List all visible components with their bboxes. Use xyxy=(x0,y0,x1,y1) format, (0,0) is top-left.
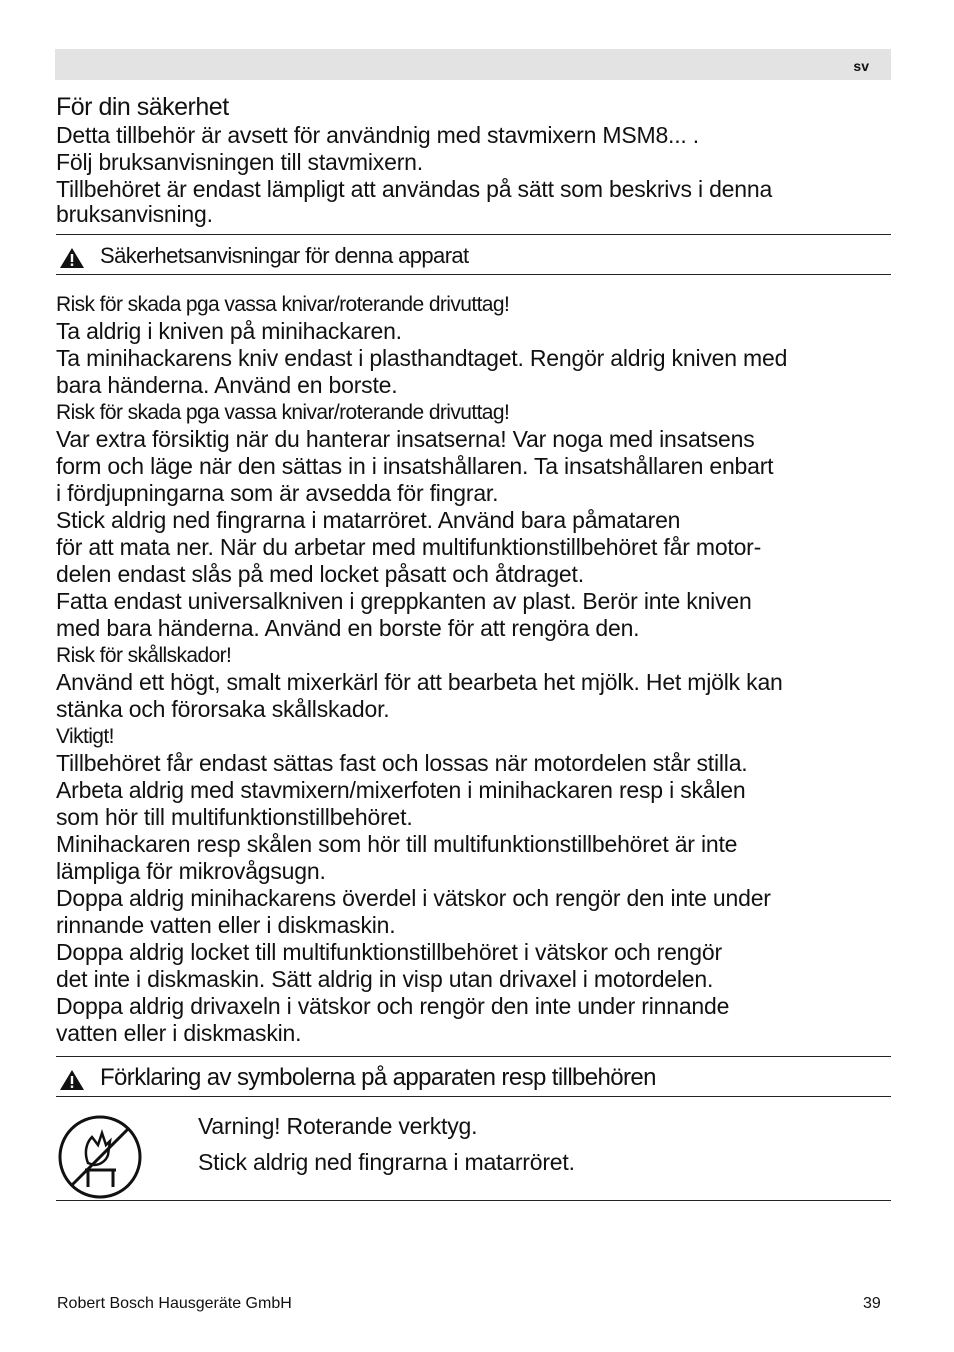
text-line: Stick aldrig ned fingrarna i matarröret. xyxy=(198,1149,575,1175)
text-line: Doppa aldrig locket till multifunktionstillbehöret i vätskor och rengör xyxy=(56,939,722,965)
warning-triangle-icon xyxy=(59,247,85,269)
no-hand-in-feed-tube-icon xyxy=(58,1115,142,1199)
section-header-safety-instructions xyxy=(56,234,891,275)
text-line: i fördjupningarna som är avsedda för fingrar. xyxy=(56,480,499,506)
text-line: Doppa aldrig minihackarens överdel i vätskor och rengör den inte under xyxy=(56,885,771,911)
text-line: Arbeta aldrig med stavmixern/mixerfoten i minihackaren resp i skålen xyxy=(56,777,746,803)
text-line: med bara händerna. Använd en borste för att rengöra den. xyxy=(56,615,640,641)
page-number: 39 xyxy=(863,1295,881,1312)
language-code: sv xyxy=(853,58,869,74)
text-line: delen endast slås på med locket påsatt och åtdraget. xyxy=(56,561,584,587)
page-content xyxy=(56,92,891,1201)
text-line: Varning! Roterande verktyg. xyxy=(198,1113,478,1139)
text-line: för att mata ner. När du arbetar med multifunktionstillbehöret får motor- xyxy=(56,534,762,560)
text-line: Doppa aldrig drivaxeln i vätskor och rengör den inte under rinnande xyxy=(56,993,730,1019)
text-line: Fatta endast universalkniven i greppkanten av plast. Berör inte kniven xyxy=(56,588,752,614)
section-title: Säkerhetsanvisningar för denna apparat xyxy=(100,243,469,268)
section-title: Förklaring av symbolerna på apparaten resp tillbehören xyxy=(100,1064,656,1091)
text-line: Ta aldrig i kniven på minihackaren. xyxy=(56,318,402,344)
footer-company: Robert Bosch Hausgeräte GmbH xyxy=(57,1295,292,1312)
warning-heading: Risk för skållskador! xyxy=(56,644,232,667)
text-line: stänka och förorsaka skållskador. xyxy=(56,696,390,722)
warning-heading: Risk för skada pga vassa knivar/roterande drivuttag! xyxy=(56,293,510,316)
warning-heading: Risk för skada pga vassa knivar/roterande drivuttag! xyxy=(56,401,510,424)
text-line: Tillbehöret är endast lämpligt att användas på sätt som beskrivs i denna xyxy=(56,176,773,202)
text-line: lämpliga för mikrovågsugn. xyxy=(56,858,326,884)
text-line: rinnande vatten eller i diskmaskin. xyxy=(56,912,396,938)
intro-block xyxy=(56,122,891,225)
text-line: bara händerna. Använd en borste. xyxy=(56,372,398,398)
text-line: vatten eller i diskmaskin. xyxy=(56,1020,302,1046)
text-line: Minihackaren resp skålen som hör till multifunktionstillbehöret är inte xyxy=(56,831,738,857)
text-line: bruksanvisning. xyxy=(56,201,213,227)
symbol-row xyxy=(56,1097,891,1201)
text-line: Var extra försiktig när du hanterar insatserna! Var noga med insatsens xyxy=(56,426,755,452)
text-line: det inte i diskmaskin. Sätt aldrig in visp utan drivaxel i motordelen. xyxy=(56,966,714,992)
warning-triangle-icon xyxy=(59,1069,85,1091)
symbol-description xyxy=(198,1108,575,1180)
section-header-symbols xyxy=(56,1056,891,1097)
text-line: Detta tillbehör är avsett för användnig med stavmixern MSM8... . xyxy=(56,122,699,148)
text-line: Ta minihackarens kniv endast i plasthandtaget. Rengör aldrig kniven med xyxy=(56,345,788,371)
text-line: Använd ett högt, smalt mixerkärl för att bearbeta het mjölk. Het mjölk kan xyxy=(56,669,783,695)
section-title-safety: För din säkerhet xyxy=(56,93,229,121)
text-line: Tillbehöret får endast sättas fast och lossas när motordelen står stilla. xyxy=(56,750,748,776)
text-line: form och läge när den sättas in i insatshållaren. Ta insatshållaren enbart xyxy=(56,453,774,479)
text-line: Stick aldrig ned fingrarna i matarröret. Använd bara påmataren xyxy=(56,507,681,533)
text-line: Följ bruksanvisningen till stavmixern. xyxy=(56,149,423,175)
warning-heading: Viktigt! xyxy=(56,725,114,748)
language-bar xyxy=(55,49,891,80)
text-line: som hör till multifunktionstillbehöret. xyxy=(56,804,413,830)
